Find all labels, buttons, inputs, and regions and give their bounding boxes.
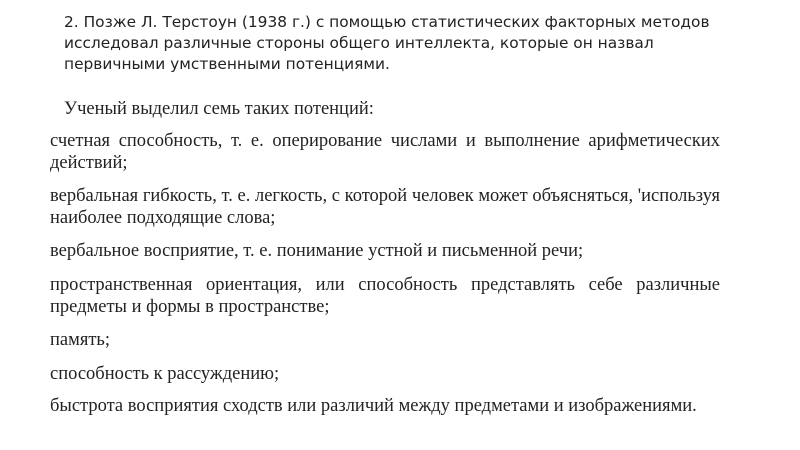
potency-item-perceptual-speed: быстрота восприятия сходств или различий между предметами и изображениями.: [50, 396, 697, 416]
potency-item-memory: память;: [50, 330, 110, 350]
lead-sentence: Ученый выделил семь таких потенций:: [64, 99, 374, 119]
potency-item-verbal-fluency: вербальная гибкость, т. е. легкость, с которой человек может объясняться, 'используя наиболее подходящие слова;: [50, 186, 720, 228]
potency-item-counting: счетная способность, т. е. оперирование числами и выполнение арифметических действий;: [50, 131, 720, 173]
intro-paragraph: 2. Позже Л. Терстоун (1938 г.) с помощью статистических факторных методов исследовал различные стороны общего интеллекта, которые он назвал первичными умственными потенциями.: [64, 13, 710, 73]
potency-item-spatial-orientation: пространственная ориентация, или способность представлять себе различные предметы и формы в пространстве;: [50, 275, 720, 317]
potency-item-verbal-perception: вербальное восприятие, т. е. понимание устной и письменной речи;: [50, 241, 584, 261]
potency-item-reasoning: способность к рассуждению;: [50, 364, 280, 384]
